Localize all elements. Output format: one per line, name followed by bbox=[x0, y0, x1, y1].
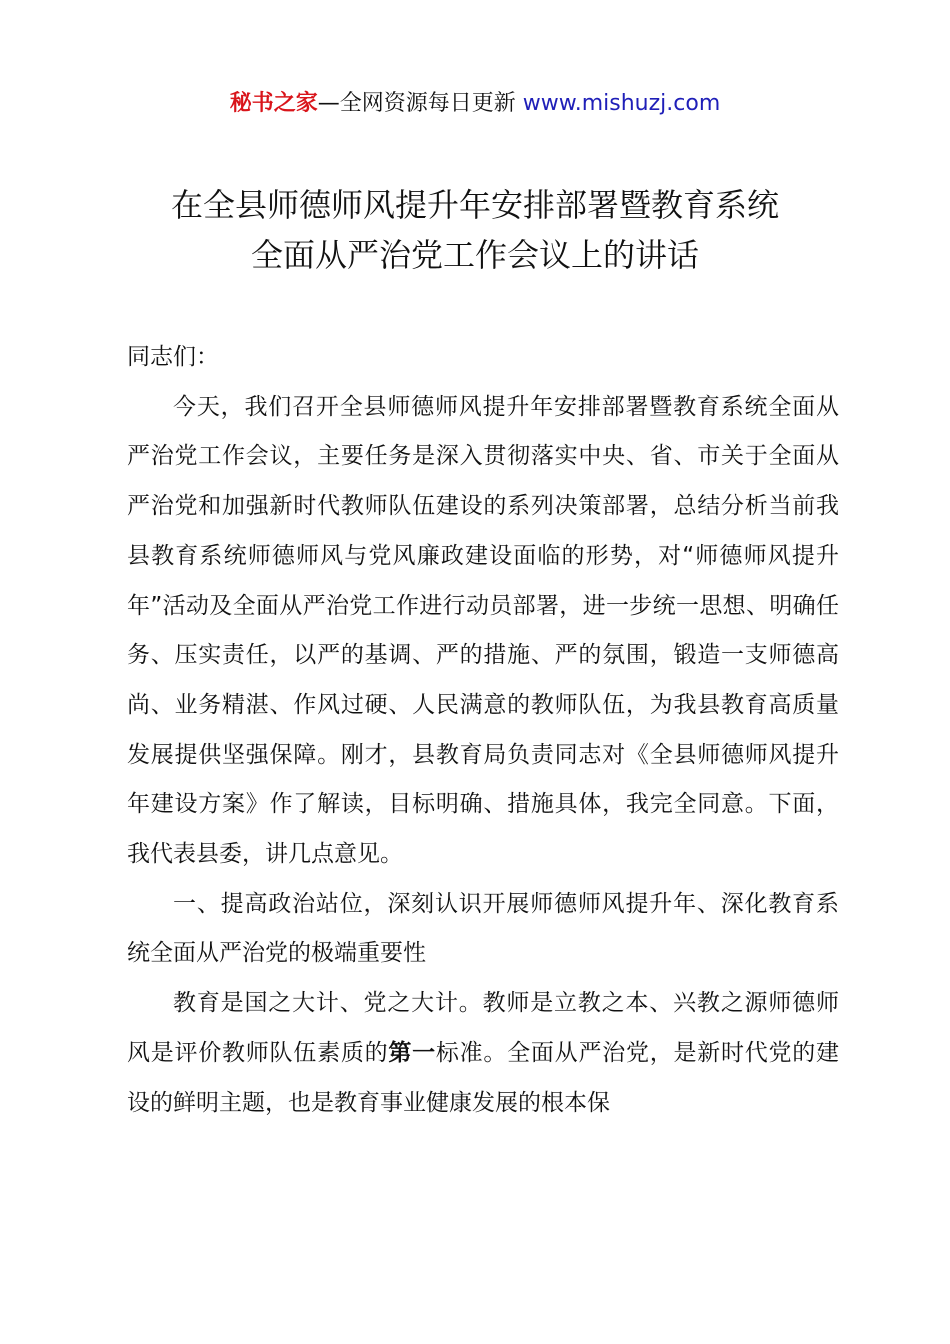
document-body bbox=[127, 333, 839, 1128]
header-url-link[interactable]: www.mishuzj.com bbox=[522, 91, 721, 116]
paragraph-education-part2: 标准。全面从严治党，是新时代党的建设的鲜明主题，也是教育事业健康发展的根本保 bbox=[127, 1039, 840, 1116]
paragraph-opening: 今天，我们召开全县师德师风提升年安排部署暨教育系统全面从严治党工作会议，主要任务是深入贯彻落实中央、省、市关于全面从严治党和加强新时代教师队伍建设的系列决策部署，总结分析当前我县教育系统师德师风与党风廉政建设面临的形势，对“师德师风提升年”活动及全面从严治党工作进行动员部署，进一步统一思想、明确任务、压实责任，以严的基调、严的措施、严的氛围，锻造一支师德高尚、业务精湛、作风过硬、人民满意的教师队伍，为我县教育高质量发展提供坚强保障。刚才，县教育局负责同志对《全县师德师风提升年建设方案》作了解读，目标明确、措施具体，我完全同意。下面，我代表县委，讲几点意见。 bbox=[127, 393, 839, 868]
paragraph-education bbox=[127, 979, 839, 1128]
greeting: 同志们： bbox=[127, 344, 219, 370]
header-slogan: —全网资源每日更新 bbox=[317, 91, 523, 116]
title-line-1: 在全县师德师风提升年安排部署暨教育系统 bbox=[170, 186, 779, 224]
header-brand: 秘书之家 bbox=[229, 91, 318, 116]
page-header bbox=[0, 86, 950, 122]
paragraph-education-part1: 教育是国之大计、党之大计。教师是立教之本、兴教之源师德师风是评价教师队伍素质的 bbox=[127, 990, 839, 1066]
paragraph-education-bold: 第一 bbox=[388, 1039, 436, 1066]
section-heading-1: 一、提高政治站位，深刻认识开展师德师风提升年、深化教育系统全面从严治党的极端重要性 bbox=[127, 890, 839, 967]
title-line-2: 全面从严治党工作会议上的讲话 bbox=[250, 236, 699, 274]
document-title bbox=[0, 180, 950, 280]
